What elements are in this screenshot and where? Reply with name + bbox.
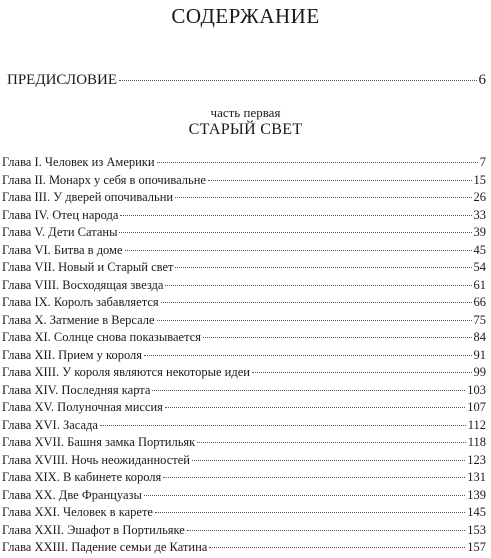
dot-leader (119, 80, 476, 81)
chapter-title: Глава XV. Полуночная миссия (2, 400, 163, 414)
chapter-entry[interactable] (2, 540, 486, 558)
chapter-entry[interactable] (2, 173, 486, 191)
chapter-title: Глава III. У дверей опочивальни (2, 190, 174, 204)
chapter-page: 33 (473, 207, 486, 222)
chapter-entry[interactable] (2, 278, 486, 296)
chapter-page: 75 (473, 312, 486, 327)
chapter-page: 54 (473, 260, 486, 274)
chapter-title: Глава XII. Прием у короля (2, 347, 143, 362)
chapter-entry[interactable] (2, 295, 486, 313)
page-title: СОДЕРЖАНИЕ (171, 4, 320, 28)
chapter-page: 66 (473, 295, 486, 309)
chapter-entry[interactable] (2, 383, 486, 401)
dot-leader (152, 390, 465, 391)
chapter-entry[interactable] (2, 488, 486, 506)
chapter-page: 26 (473, 190, 486, 204)
chapter-page: 131 (467, 470, 486, 484)
dot-leader (163, 477, 465, 478)
part-title: СТАРЫЙ СВЕТ (188, 121, 303, 138)
dot-leader (119, 232, 471, 233)
dot-leader (144, 355, 471, 356)
chapter-entry[interactable] (2, 208, 486, 226)
dot-leader (175, 267, 471, 268)
dot-leader (161, 302, 472, 303)
chapter-title: Глава II. Монарх у себя в опочивальне (2, 172, 206, 187)
dot-leader (175, 197, 471, 198)
chapter-page: 107 (467, 400, 486, 414)
chapter-page: 145 (467, 505, 486, 519)
chapter-page: 123 (467, 452, 486, 467)
dot-leader (125, 250, 472, 251)
dot-leader (155, 512, 465, 513)
chapter-entry[interactable] (2, 435, 486, 453)
chapter-page: 45 (473, 242, 486, 257)
chapter-title: Глава XVIII. Ночь неожиданностей (2, 452, 190, 467)
dot-leader (187, 530, 465, 531)
chapter-title: Глава X. Затмение в Версале (2, 312, 155, 327)
chapter-page: 99 (473, 365, 486, 379)
chapter-entry[interactable] (2, 453, 486, 471)
dot-leader (165, 285, 471, 286)
chapter-title: Глава VI. Битва в доме (2, 242, 123, 257)
chapter-entry[interactable] (2, 243, 486, 261)
dot-leader (197, 442, 465, 443)
chapter-title: Глава XIV. Последняя карта (2, 382, 151, 397)
chapter-title: Глава XXI. Человек в карете (2, 505, 153, 519)
chapter-entry[interactable] (2, 470, 486, 488)
dot-leader (165, 407, 465, 408)
chapter-page: 84 (473, 330, 486, 344)
chapter-page: 91 (473, 347, 486, 362)
chapter-entry[interactable] (2, 348, 486, 366)
chapter-entry[interactable] (2, 365, 486, 383)
chapter-title: Глава XIX. В кабинете короля (2, 470, 162, 484)
chapter-entry[interactable] (2, 418, 486, 436)
dot-leader (144, 495, 465, 496)
dot-leader (100, 425, 466, 426)
chapter-title: Глава VIII. Восходящая звезда (2, 277, 164, 292)
chapter-entry[interactable] (2, 155, 486, 173)
dot-leader (157, 162, 478, 163)
dot-leader (252, 372, 472, 373)
dot-leader (120, 215, 471, 216)
chapter-entry[interactable] (2, 330, 486, 348)
chapter-title: Глава IX. Королъ забавляется (2, 295, 159, 309)
chapter-title: Глава XIII. У короля являются некоторые идеи (2, 365, 250, 379)
chapter-page: 103 (467, 382, 486, 397)
chapter-title: Глава XXII. Эшафот в Портильяке (2, 522, 185, 537)
chapter-page: 157 (467, 540, 486, 554)
chapter-entry[interactable] (2, 260, 486, 278)
dot-leader (203, 337, 472, 338)
chapter-title: Глава XX. Две Француазы (2, 487, 142, 502)
chapter-page: 61 (473, 277, 486, 292)
preface-page: 6 (478, 72, 486, 88)
dot-leader (192, 460, 465, 461)
chapter-title: Глава XXIII. Падение семьи де Катина (2, 540, 208, 554)
preface-label: ПРЕДИСЛОВИЕ (7, 72, 118, 88)
chapter-title: Глава XVI. Засада (2, 417, 98, 432)
chapter-entry[interactable] (2, 225, 486, 243)
chapter-page: 112 (467, 417, 486, 432)
chapter-title: Глава I. Человек из Америки (2, 155, 155, 169)
chapter-page: 15 (473, 172, 486, 187)
part-subtitle: часть первая (210, 105, 281, 120)
chapter-title: Глава V. Дети Сатаны (2, 225, 118, 239)
chapter-title: Глава VII. Новый и Старый свет (2, 260, 174, 274)
chapter-list (2, 155, 486, 558)
chapter-page: 118 (467, 435, 486, 449)
chapter-page: 139 (467, 487, 486, 502)
chapter-title: Глава IV. Отец народа (2, 207, 119, 222)
dot-leader (157, 320, 472, 321)
preface-entry[interactable] (7, 72, 486, 89)
chapter-title: Глава XVII. Башня замка Портильяк (2, 435, 196, 449)
chapter-page: 7 (479, 155, 486, 169)
chapter-page: 153 (467, 522, 486, 537)
chapter-entry[interactable] (2, 523, 486, 541)
chapter-entry[interactable] (2, 505, 486, 523)
chapter-entry[interactable] (2, 400, 486, 418)
chapter-entry[interactable] (2, 313, 486, 331)
dot-leader (208, 180, 472, 181)
dot-leader (209, 547, 465, 548)
chapter-title: Глава XI. Солнце снова показывается (2, 330, 201, 344)
chapter-page: 39 (473, 225, 486, 239)
chapter-entry[interactable] (2, 190, 486, 208)
